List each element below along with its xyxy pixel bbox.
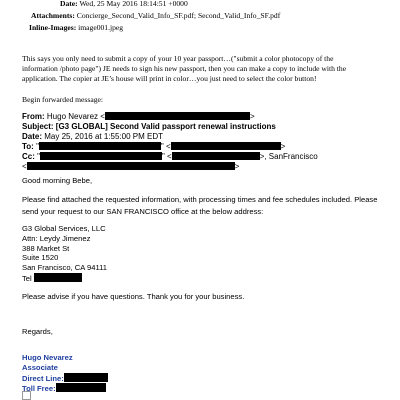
- address-line: G3 Global Services, LLC: [22, 224, 106, 233]
- redaction: [64, 373, 108, 382]
- signature: [22, 353, 108, 394]
- redaction: [39, 142, 161, 150]
- address-line: 388 Market St: [22, 243, 70, 253]
- redaction: [105, 112, 250, 120]
- toll-free-line: Toll Free:: [22, 383, 108, 394]
- greeting: Good morning Bebe,: [22, 176, 93, 185]
- intro-paragraph: [22, 54, 346, 83]
- date-header: Date: Wed, 25 May 2016 18:14:51 +0000: [60, 0, 188, 8]
- redaction: [172, 152, 260, 160]
- intro-line: This says you only need to submit a copy of your 10 year passport…("submit a color photocopy of the: [22, 54, 334, 63]
- intro-line: application. The copier at JE’s house will print in color…you just need to select the color button!: [22, 73, 317, 83]
- direct-line: Direct Line:: [22, 373, 108, 384]
- body-paragraph: [22, 195, 377, 217]
- cc-row: Cc: " " < >, SanFrancisco: [22, 152, 318, 161]
- to-row: To: " " < >: [22, 142, 286, 151]
- intro-line: information /photo page") JE needs to sign his new passport, then you can make a copy to include with the: [22, 63, 347, 73]
- address-line: Attn: Leydy Jimenez: [22, 233, 91, 243]
- signature-title: Associate: [22, 362, 58, 372]
- attachments-header: Attachments: Concierge_Second_Valid_Info_SF.pdf; Second_Valid_Info_SF.pdf: [31, 11, 281, 20]
- from-row: From: Hugo Nevarez < >: [22, 112, 255, 121]
- redaction: [171, 142, 281, 150]
- tel-line: Tel: [22, 273, 107, 284]
- redaction: [34, 273, 82, 282]
- date-row: Date: May 25, 2016 at 1:55:00 PM EDT: [22, 132, 163, 141]
- regards: Regards,: [22, 327, 53, 336]
- body-line: send your request to our SAN FRANCISCO office at the below address:: [22, 206, 264, 216]
- cc-row-continued: < >: [22, 162, 240, 171]
- address-block: [22, 224, 107, 284]
- forwarded-headers: [22, 112, 318, 172]
- closing-line: Please advise if you have questions. Thank you for your business.: [22, 292, 245, 301]
- inline-images-header: Inline-Images: image001.jpeg: [29, 23, 124, 32]
- redaction: [40, 152, 162, 160]
- forwarded-label: Begin forwarded message:: [22, 95, 103, 104]
- redaction: [27, 162, 235, 170]
- redaction: [56, 383, 106, 392]
- signature-name: Hugo Nevarez: [22, 353, 73, 362]
- broken-image-icon: [22, 391, 31, 400]
- address-line: Suite 1520: [22, 253, 59, 263]
- address-line: San Francisco, CA 94111: [22, 263, 107, 273]
- body-line: Please find attached the requested information, with processing times and fee schedules included. Please: [22, 195, 378, 204]
- subject-row: Subject: [G3 GLOBAL] Second Valid passport renewal instructions: [22, 122, 276, 131]
